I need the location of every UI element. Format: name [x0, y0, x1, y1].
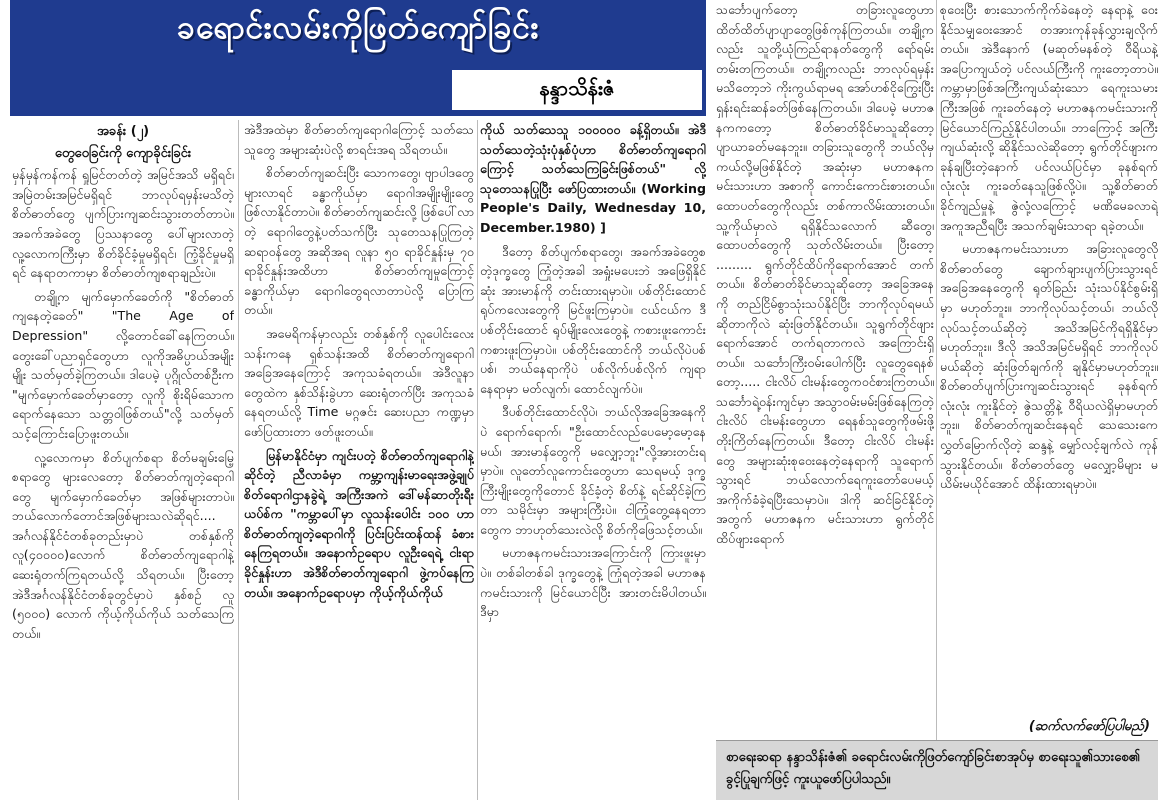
credit-box — [716, 740, 1158, 800]
section-number: အခန်း (၂) — [96, 124, 150, 139]
continued-note: (ဆက်လက်ဖော်ပြပါမည်) — [1028, 719, 1150, 734]
author-name: နန္ဒာသိန်းဇံ — [452, 70, 702, 110]
column-1 — [12, 120, 234, 800]
column-3 — [480, 120, 706, 800]
credit-text: စာရေးဆရာ နန္ဒာသိန်းဇံ၏ ခရောင်းလမ်းကိုဖြတ်ကျော်ခြင်းစာအုပ်မှ စာရေးသူ၏သားစေ၏ ခွင့်ပြုချက်ဖြင့် ကူးယူဖော်ပြပါသည်။ — [726, 750, 1141, 787]
paragraph: ဒီပစ်တိုင်းထောင်လိုပဲ၊ ဘယ်လိုအခြေအနေကိုပဲ ရောက်ရောက်၊ "ဦးထောင်လည်ပေမော့မော့နေမယ်၊ အားမာန်တွေကို မလျှော့ဘူး"လို့အားတင်းရမှာပဲ။ လူတော်လူကောင်းတွေဟာ သေရမယ့် ဒုက္ခကြီးမျိုးတွေကိုတောင် ခိုင်ခံ့တဲ့ စိတ်နဲ့ ရင်ဆိုင်ခဲ့ကြတာ သမိုင်းမှာ အများကြီးပဲ။ ငါကြုံတွေ့နေရတာတွေက ဘာဟုတ်သေးလဲလို့ စိတ်ကိုဖြေသင့်တယ်။ — [480, 404, 706, 537]
paragraph: တချို့က မျက်မှောက်ခေတ်ကို "စိတ်ဓာတ်ကျနေတဲ့ခေတ်" "The Age of Depression" လို့တောင်ခေါ်နေကြတယ်။ တွေးခေါ်ပညာရှင်တွေဟာ လူကိုအဓိပ္ပာယ်အမျိုးမျိုး သတ်မှတ်ခဲ့ကြတယ်။ ဒါပေမဲ့ ပုဂ္ဂိုလ်တစ်ဦးက "မျက်မှောက်ခေတ်မှာတော့ လူကို စိုးရိမ်သောကရောက်နေသော သတ္တဝါဖြစ်တယ်"လို့ သတ်မှတ်သင့်ကြောင်းပြောဖူးတယ်။ — [12, 288, 234, 441]
column-2 — [244, 120, 474, 800]
column-divider — [238, 120, 239, 800]
article-title: ခရောင်းလမ်းကိုဖြတ်ကျော်ခြင်း — [176, 8, 540, 46]
section-title: တွေဝေခြင်းကို ကျောခိုင်းခြင်း — [54, 145, 192, 161]
column-divider — [936, 0, 937, 740]
quote-paragraph: ကိုယ် သတ်သေသူ ၁၀၀၀၀၀ ခန့်ရှိတယ်။ အဲဒီသတ်သေတဲ့သုံးပုံနှစ်ပုံဟာ စိတ်ဓာတ်ကျရောဂါကြောင့် သတ်သေကြခြင်းဖြစ်တယ်" လို့ သုတေသနပြုပြီး ဖော်ပြထားတယ်။ (Working People's Daily, Wednesday 10, December.1980) ] — [480, 122, 706, 235]
paragraph: အမေရိကန်မှာလည်း တစ်နှစ်ကို လူပေါင်းလေးသန်းကနေ ရှစ်သန်းအထိ စိတ်ဓာတ်ကျရောဂါ အခြေအနေကြောင့် အကုသခံရတယ်။ အဲဒီလူနာတွေထဲက နှစ်သိန်းခွဲဟာ ဆေးရုံတက်ပြီး အကုသခံနေရတယ်လို့ Time မဂ္ဂဇင်း ဆေးပညာ ကဏ္ဍမှာ ဖော်ပြထားတာ ဖတ်ဖူးတယ်။ — [244, 325, 474, 439]
paragraph: မဟာဇနကမင်းသားဟာ အခြားလူတွေလို စိတ်ဓာတ်တွေ ချောက်ချားပျက်ပြားသွားရင် အခြေအနေတွေကို ရုတ်ခြည်း သုံးသပ်နိုင်စွမ်းရှိမှာ မဟုတ်ဘူး။ ဘာကိုလုပ်သင့်တယ်၊ ဘယ်လိုလုပ်သင့်တယ်ဆိုတဲ့ အသိအမြင်ကိုရရှိနိုင်မှာမဟုတ်ဘူး။ ဒီလို အသိအမြင်မရှိရင် ဘာကိုလုပ်မယ်ဆိုတဲ့ ဆုံးဖြတ်ချက်ကို ချနိုင်မှာမဟုတ်ဘူး။ စိတ်ဓာတ်ပျက်ပြားကျဆင်းသွားရင် ခုနစ်ရက်လုံးလုံး ကူးနိုင်တဲ့ ဇွဲသတ္တိနဲ့ ဝီရိယလဲရှိမှာမဟုတ်ဘူး။ စိတ်ဓာတ်ကျဆင်းနေရင် သေသေးကေလွှတ်မြောက်လိုတဲ့ ဆန္ဒနဲ့ မျှော်လင့်ချက်လဲ ကုန်သွားနိုင်တယ်။ စိတ်ဓာတ်တွေ မလျှော့မိများ မယိမ်းမယိုင်အောင် ထိန်းထားရမှာပဲ။ — [940, 241, 1158, 492]
paragraph: လူ့လောကမှာ စိတ်ပျက်စရာ စိတ်မချမ်းမြေ့စရာတွေ များလေတော့ စိတ်ဓာတ်ကျတဲ့ရောဂါတွေ မျက်မှောက်ခေတ်မှာ အဖြစ်များတာပဲ။ ဘယ်လောက်တောင်အဖြစ်များသလဲဆိုရင်.... အင်္ဂလန်နိုင်ငံတစ်ခုတည်းမှာပဲ တစ်နှစ်ကို လူ(၄၀၀၀၀)လောက် စိတ်ဓာတ်ကျရောဂါနဲ့ ဆေးရုံတက်ကြရတယ်လို့ သိရတယ်။ ပြီးတော့ အဲဒီအင်္ဂလန်နိုင်ငံတစ်ခုတွင်မှာပဲ နှစ်စဉ် လူ (၅၀၀၀) လောက် ကိုယ့်ကိုယ်ကိုယ် သတ်သေကြတယ်။ — [12, 449, 234, 641]
column-5 — [940, 0, 1158, 740]
paragraph: မဟာဇနကမင်းသားအကြောင်းကို ကြားဖူးမှာပဲ။ တစ်ခါတစ်ခါ ဒုက္ခတွေနဲ့ ကြုံရတဲ့အခါ မဟာဇနကမင်းသားကို မြင်ယောင်ပြီး အားတင်းမိပါတယ်။ ဒီမှာ — [480, 545, 706, 620]
column-divider — [477, 120, 478, 800]
article-title-banner — [10, 0, 706, 66]
paragraph: စိတ်ဓာတ်ကျဆင်းပြီး သောကတွေ၊ ဗျာပါဒတွေများလာရင် ခန္ဓာကိုယ်မှာ ရောဂါအမျိုးမျိုးတွေ ဖြစ်လာနိုင်တာပဲ။ စိတ်ဓာတ်ကျဆင်းလို့ ဖြစ်ပေါ်လာတဲ့ ရောဂါတွေနဲ့ပတ်သက်ပြီး သုတေသနပြုကြတဲ့ဆရာဝန်တွေ အဆိုအရ လူနာ ၅၀ ရာခိုင်နှုန်းမှ ၇၀ ရာခိုင်နှုန်းအထိဟာ စိတ်ဓာတ်ကျမှုကြောင့် ခန္ဓာကိုယ်မှာ ရောဂါတွေရလာတာပဲလို့ ပြောကြတယ်။ — [244, 165, 474, 318]
paragraph: မှန်မှန်ကန်ကန် ရှုမြင်တတ်တဲ့ အမြင်အသိ မရှိရင်၊ အမြဲတမ်းအမြင်မရှိရင် ဘာလုပ်ရမှန်းမသိတဲ့ စိတ်ဓာတ်တွေ ပျက်ပြားကျဆင်းသွားတတ်တာပဲ။ အခက်အခဲတွေ ပြဿနာတွေ ပေါ်များလာတဲ့ လူ့လောကကြီးမှာ စိတ်ခိုင်ခံ့မှုမရှိရင်၊ ကြံ့ခိုင်မှုမရှိရင် နေရာတကာမှာ စိတ်ဓာတ်ကျစရာချည်းပဲ။ — [12, 167, 234, 281]
paragraph: သင်္ဘောပျက်တော့ တခြားလူတွေဟာ ထိတ်ထိတ်ပျာပျာတွေဖြစ်ကုန်ကြတယ်။ တချို့ကလည်း သူတို့ယုံကြည်ရာနတ်တွေကို ရော်ရမ်းတမ်းတကြတယ်။ တချို့ကလည်း ဘာလုပ်ရမှန်း မသိတော့ဘဲ ကိုးကွယ်ရာမရ အော်ဟစ်ငိုကြွေးပြီး ရှန်းရင်းဆန်ခတ်ဖြစ်နေကြတယ်။ ဒါပေမဲ့ မဟာဇနကကတော့ စိတ်ဓာတ်ခိုင်မာသူဆိုတော့ ပျာယာခတ်မနေဘူး။ တခြားသူတွေကို ဘယ်လိုမှ ကယ်လို့မဖြစ်နိုင်တဲ့ အဆုံးမှာ မဟာဇနကမင်းသားဟာ အစာကို ကောင်းကောင်းစားတယ်။ ထောပတ်တွေကိုလည်း တစ်ကာလိမ်းထားတယ်။ သူ့ကိုယ်မှာလဲ ရရှိနိုင်သလောက် ဆီတွေ၊ ထောပတ်တွေကို သုတ်လိမ်းတယ်။ ပြီးတော့ ......... ရွက်တိုင်ထိပ်ကိုရောက်အောင် တက်တယ်။ စိတ်ဓာတ်ခိုင်မာသူဆိုတော့ အခြေအနေကို တည်ငြိမ်စွာသုံးသပ်နိုင်ပြီး ဘာကိုလုပ်ရမယ်ဆိုတာကိုလဲ ဆုံးဖြတ်နိုင်တယ်။ သူရွက်တိုင်ဖျားရောက်အောင် တက်ရတာကလဲ အကြောင်းရှိတယ်။ သင်္ဘောကြီးဝမ်းပေါက်ပြီး လူတွေရေနစ်တော့..... ငါးလိပ် ငါးမန်းတွေကဝင်စားကြတယ်။ သင်္ဘောရဲ့ဝန်းကျင်မှာ အသွာဝမ်းမမ်းဖြစ်နေကြတဲ့ ငါးလိပ် ငါးမန်းတွေဟာ ရေနစ်သူတွေကိုဖမ်းဖို့ တိုးကြိတ်နေကြတယ်။ ဒီတော့ ငါးလိပ် ငါးမန်းတွေ အများဆုံးစုဝေးနေတဲ့နေရာကို သူရောက်သွားရင် ဘယ်လောက်ရေကူးတော်ပေမယ့် အကိုက်ခံခဲ့ရပြီးသေမှာပဲ။ ဒါကို ဆင်ခြင်နိုင်တဲ့အတွက် မဟာဇနက မင်းသားဟာ ရွက်တိုင်ထိပ်ဖျားရောက် — [716, 2, 934, 547]
column-4 — [716, 0, 934, 740]
quote-paragraph: မြန်မာနိုင်ငံမှာ ကျင်းပတဲ့ စိတ်ဓာတ်ကျရောဂါနဲ့ဆိုင်တဲ့ ညီလာခံမှာ ကမ္ဘာ့ကျန်းမာရေးအဖွဲ့ချုပ် စိတ်ရောဂါဌာနခွဲရဲ့ အကြီးအကဲ ဒေါ်မန်ဆာတိုးရီးယပ်စ်က "ကမ္ဘာပေါ်မှာ လူသန်းပေါင်း ၁၀၀ ဟာ စိတ်ဓာတ်ကျတဲ့ရောဂါကို ပြင်းပြင်းထန်ထန် ခံစားနေကြရတယ်။ အနောက်ဥရောပ လူဦးရေရဲ့ ငါးရာခိုင်နှုန်းဟာ အဲဒီစိတ်ဓာတ်ကျရောဂါ ဖွဲ့ကပ်နေကြတယ်။ အနောက်ဥရောပမှာ ကိုယ့်ကိုယ်ကိုယ် — [244, 447, 474, 600]
paragraph: စုဝေးပြီး စားသောက်ကိုက်ခဲနေတဲ့ နေရာနဲ့ ဝေးနိုင်သမျှဝေးအောင် တအားကုန်ခုန်လွှားချလိုက်တယ်။ အဲဒီနောက် (မဆုတ်မနစ်တဲ့ ဝီရိယနဲ့ အပြောကျယ်တဲ့ ပင်လယ်ကြီးကို ကူးတော့တာပဲ။ ကမ္ဘာမှာဖြစ်အကြီးကျယ်ဆုံးသော ရေကူးသမားကြီးအဖြစ် ကူးခတ်နေတဲ့ မဟာဇနကမင်းသားကို မြင်ယောင်ကြည့်နိုင်ပါတယ်။ ဘာကြောင့် အကြီးကျယ်ဆုံးလို့ ဆိုနိုင်သလဲဆိုတော့ ရွက်တိုင်ဖျားက ခုန်ချပြီးတဲ့နောက် ပင်လယ်ပြင်မှာ ခုနစ်ရက်လုံးလုံး ကူးခတ်နေသူဖြစ်လို့ပဲ။ သူ့စိတ်ဓာတ်ခိုင်ကျည်မှုနဲ့ ဇွဲလုံ့လကြောင့် မဏိမေခလာရဲ့ အကူအညီရပြီး အသက်ချမ်းသာရာ ရခဲ့တယ်။ — [940, 2, 1158, 233]
paragraph: အဲဒီအထဲမှာ စိတ်ဓာတ်ကျရောဂါကြောင့် သတ်သေသူတွေ အများဆုံးပဲလို့ စာရင်းအရ သိရတယ်။ — [244, 122, 474, 157]
paragraph: ဒီတော့ စိတ်ပျက်စရာတွေ၊ အခက်အခဲတွေစတဲ့ဒုက္ခတွေ ကြုံတဲ့အခါ အရှုံးမပေးဘဲ အဖြေရှိနိုင်ဆုံး အားမာန်ကို တင်းထားရမှာပဲ။ ပစ်တိုင်းထောင်ရုပ်ကလေးတွေကို မြင်ဖူးကြမှာပဲ။ ငယ်ငယ်က ဒီပစ်တိုင်းထောင် ရုပ်မျိုးလေးတွေနဲ့ ကစားဖူးကောင်း ကစားဖူးကြမှာပဲ။ ပစ်တိုင်းထောင်ကို ဘယ်လိုပဲပစ်ပစ်၊ ဘယ်နေရာကိုပဲ ပစ်လိုက်ပစ်လိုက် ကျရာနေရာမှာ မတ်လျက်၊ ထောင်လျက်ပဲ။ — [480, 243, 706, 396]
